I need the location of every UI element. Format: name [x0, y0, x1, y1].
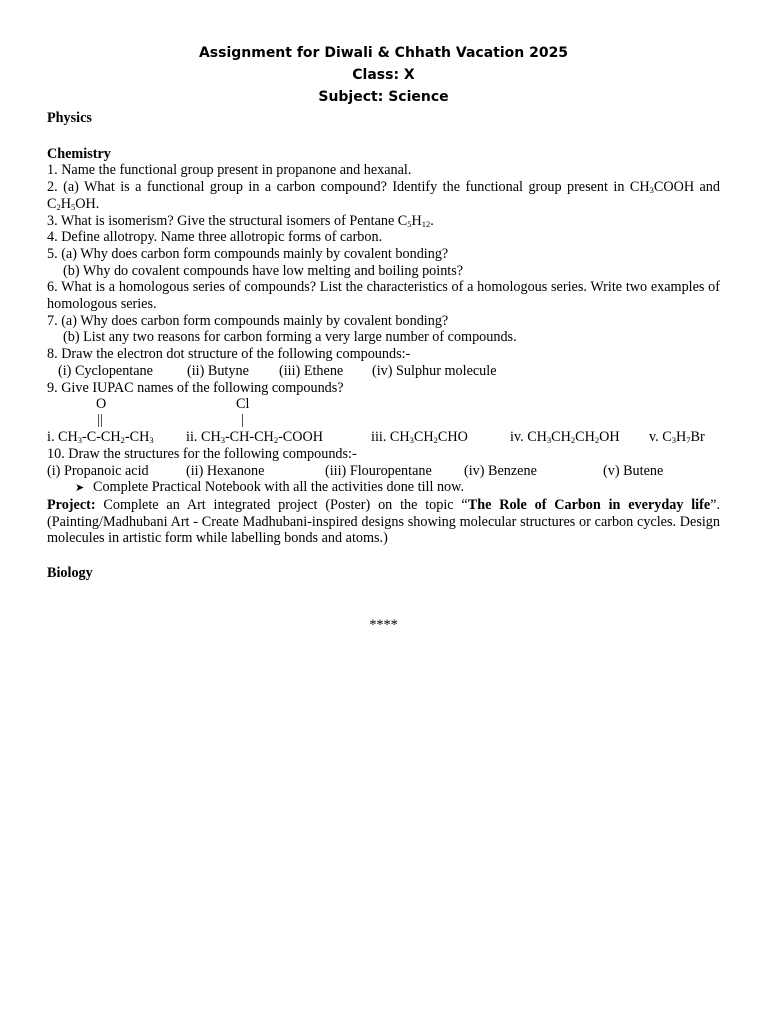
question-7b: (b) List any two reasons for carbon forming a very large number of compounds.: [63, 329, 517, 346]
subject-line: Subject: Science: [318, 89, 449, 105]
project-paragraph: Project: Complete an Art integrated project (Poster) on the topic “The Role of Carbon in everyday life”. (Painting/Madhubani Art - Create Madhubani-inspired designs showing molecular structures or carbon cycles. Design molecules in artistic form while labelling bonds and atoms.): [47, 497, 720, 547]
q10-option-iv: (iv) Benzene: [464, 462, 537, 479]
chemistry-heading: Chemistry: [47, 145, 111, 162]
biology-heading: Biology: [47, 565, 93, 582]
class-line: Class: X: [352, 67, 415, 83]
question-9-compounds: [47, 429, 720, 446]
question-9-structure-marks: [47, 396, 720, 429]
q10-option-iii: (iii) Flouropentane: [325, 462, 432, 479]
question-1: 1. Name the functional group present in propanone and hexanal.: [47, 162, 412, 179]
document-page: [47, 0, 720, 633]
q8-option-iii: (iii) Ethene: [279, 362, 344, 379]
question-8: 8. Draw the electron dot structure of the following compounds:-: [47, 346, 411, 363]
question-5b: (b) Why do covalent compounds have low melting and boiling points?: [63, 262, 464, 279]
q10-option-ii: (ii) Hexanone: [186, 462, 265, 479]
assignment-title: Assignment for Diwali & Chhath Vacation 2025: [198, 45, 569, 61]
question-5a: 5. (a) Why does carbon form compounds mainly by covalent bonding?: [47, 245, 449, 262]
end-marker: ****: [369, 617, 398, 633]
question-2: 2. (a) What is a functional group in a carbon compound? Identify the functional group present in $CH_3COOH$ and $C_2H_5OH$.: [47, 179, 720, 212]
chlorine-label: Cl: [236, 396, 250, 413]
question-10-options: [47, 463, 720, 480]
oxygen-label: O: [96, 396, 107, 413]
q8-option-i: (i) Cyclopentane: [58, 362, 153, 379]
question-3: 3. What is isomerism? Give the structural isomers of Pentane $C_5H_{12}$.: [47, 212, 434, 229]
practical-notebook-note: ➤ Complete Practical Notebook with all the activities done till now.: [75, 479, 465, 496]
q8-option-ii: (ii) Butyne: [187, 362, 249, 379]
q9-compound-ii: ii. $CH_3-CH-CH_2$-COOH: [186, 429, 323, 446]
question-7a: 7. (a) Why does carbon form compounds mainly by covalent bonding?: [47, 312, 449, 329]
q9-compound-v: v. $C_3H_7Br$: [649, 429, 705, 446]
q10-option-v: (v) Butene: [603, 462, 664, 479]
question-10: 10. Draw the structures for the following compounds:-: [47, 445, 357, 462]
question-9: 9. Give IUPAC names of the following compounds?: [47, 379, 344, 396]
q9-compound-i: i. $CH_3-C-CH_2-CH_3$: [47, 429, 154, 446]
double-bond-mark: ||: [97, 412, 103, 429]
question-6: 6. What is a homologous series of compounds? List the characteristics of a homologous series. Write two examples of homologous series.: [47, 279, 720, 313]
single-bond-mark: |: [241, 412, 244, 429]
arrow-bullet-icon: ➤: [75, 482, 85, 495]
q10-option-i: (i) Propanoic acid: [47, 462, 149, 479]
physics-heading: Physics: [47, 110, 92, 126]
question-4: 4. Define allotropy. Name three allotropic forms of carbon.: [47, 229, 383, 246]
q8-option-iv: (iv) Sulphur molecule: [372, 362, 497, 379]
q9-compound-iv: iv. $CH_3CH_2CH_2OH$: [510, 429, 620, 446]
q9-compound-iii: iii. $CH_3CH_2CHO$: [371, 429, 468, 446]
question-8-options: [47, 363, 720, 380]
